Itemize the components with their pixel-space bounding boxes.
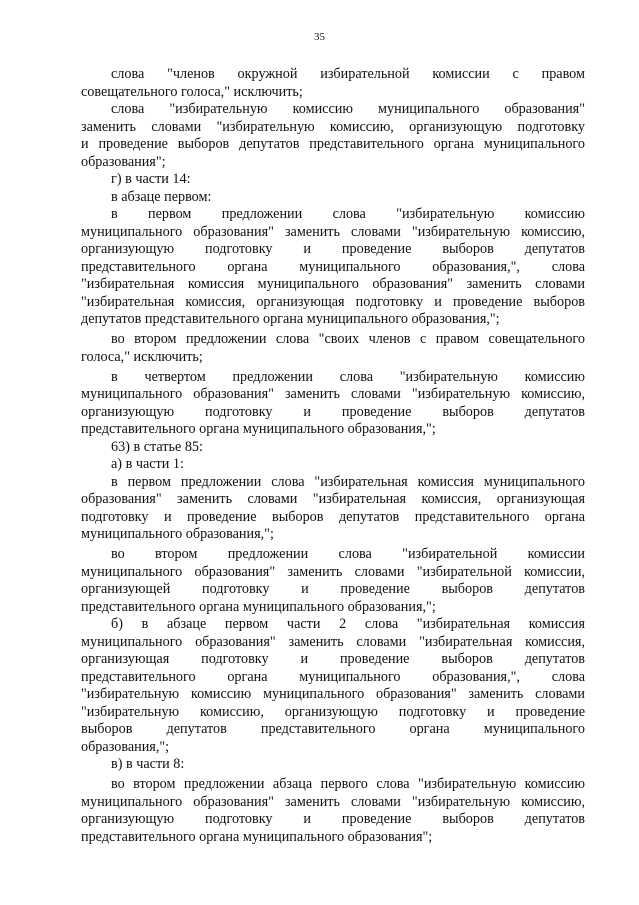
text-line: организующей подготовку и проведение выборов депутатов (81, 581, 585, 598)
document-body (81, 66, 585, 846)
paragraph (81, 474, 585, 544)
text-line: в) в части 8: (111, 756, 185, 773)
text-line: образования" заменить словами "избирательная комиссия, организующая (81, 491, 585, 508)
text-line: организующую подготовку и проведение выборов депутатов (81, 811, 585, 828)
paragraph (81, 206, 585, 329)
text-line: и проведение выборов депутатов представительного органа муниципального (81, 136, 585, 152)
paragraph (81, 546, 585, 616)
text-line: голоса," исключить; (81, 348, 203, 365)
text-line: представительного органа муниципального образования,", слова (81, 258, 585, 275)
paragraph (81, 439, 585, 457)
text-line: слова "членов окружной избирательной комиссии с правом (111, 66, 585, 82)
text-line: "избирательную комиссию, организующую подготовку и проведение (81, 703, 585, 720)
text-line: во втором предложении абзаца первого слова "избирательную комиссию (111, 776, 585, 793)
paragraph (81, 456, 585, 474)
paragraph (81, 66, 585, 101)
text-line: муниципального образования" заменить словами "избирательную комиссию, (81, 223, 585, 240)
text-line: представительного органа муниципального образования,"; (81, 598, 436, 615)
paragraph (81, 756, 585, 774)
text-line: муниципального образования" заменить словами "избирательной комиссии, (81, 563, 585, 580)
text-line: г) в части 14: (111, 171, 191, 187)
paragraph (81, 616, 585, 756)
paragraph (81, 171, 585, 189)
text-line: в первом предложении слова "избирательную комиссию (111, 206, 585, 222)
text-line: в первом предложении слова "избирательная комиссия муниципального (111, 473, 585, 490)
paragraph (81, 189, 585, 207)
text-line: в четвертом предложении слова "избирательную комиссию (111, 368, 585, 385)
text-line: представительного органа муниципального образования,", слова (81, 668, 585, 685)
text-line: совещательного голоса," исключить; (81, 83, 303, 100)
text-line: а) в части 1: (111, 456, 184, 473)
text-line: во втором предложении слова "избирательной комиссии (111, 546, 585, 563)
text-line: подготовку и проведение выборов депутатов представительного органа (81, 508, 585, 525)
text-line: муниципального образования" заменить словами "избирательная комиссия, (81, 633, 585, 650)
paragraph (81, 369, 585, 439)
page-number: 35 (314, 31, 325, 43)
text-line: организующую подготовку и проведение выборов депутатов (81, 403, 585, 420)
text-line: 63) в статье 85: (111, 438, 203, 455)
text-line: "избирательная комиссия муниципального образования" заменить словами (81, 276, 585, 292)
paragraph (81, 331, 585, 366)
text-line: представительного органа муниципального образования"; (81, 828, 433, 845)
text-line: выборов депутатов представительного органа муниципального (81, 721, 585, 738)
text-line: заменить словами "избирательную комиссию, организующую подготовку (81, 118, 585, 135)
text-line: в абзаце первом: (111, 188, 212, 205)
text-line: образования"; (81, 153, 166, 170)
text-line: "избирательная комиссия, организующая подготовку и проведение выборов (81, 293, 585, 310)
text-line: во втором предложении слова "своих членов с правом совещательного (111, 331, 585, 348)
text-line: организующая подготовку и проведение выборов депутатов (81, 651, 585, 668)
text-line: муниципального образования" заменить словами "избирательную комиссию, (81, 386, 585, 403)
text-line: образования,"; (81, 738, 170, 755)
text-line: б) в абзаце первом части 2 слова "избирательная комиссия (111, 616, 585, 633)
text-line: слова "избирательную комиссию муниципального образования" (111, 101, 585, 117)
text-line: "избирательную комиссию муниципального образования" заменить словами (81, 686, 585, 703)
text-line: муниципального образования,"; (81, 526, 274, 543)
text-line: депутатов представительного органа муниципального образования,"; (81, 311, 500, 327)
paragraph (81, 776, 585, 846)
paragraph (81, 101, 585, 171)
text-line: организующую подготовку и проведение выборов депутатов (81, 241, 585, 257)
text-line: муниципального образования" заменить словами "избирательную комиссию, (81, 793, 585, 810)
text-line: представительного органа муниципального образования,"; (81, 421, 436, 438)
